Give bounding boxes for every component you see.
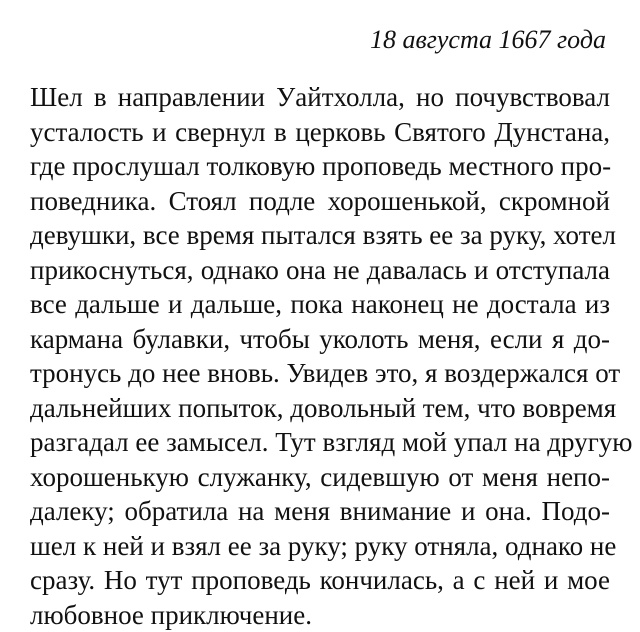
text-line: все дальше и дальше, пока наконец не достала из: [30, 287, 610, 322]
text-line: далеку; обратила на меня внимание и она. Подо-: [30, 494, 610, 529]
entry-text: [30, 80, 610, 632]
text-line: где прослушал толковую проповедь местного про-: [30, 149, 610, 184]
entry-date: 18 августа 1667 года: [370, 24, 606, 56]
text-line: усталость и свернул в церковь Святого Дунстана,: [30, 115, 610, 150]
text-line: кармана булавки, чтобы уколоть меня, если я до-: [30, 322, 610, 357]
text-line: прикоснуться, однако она не давалась и отступала: [30, 253, 610, 288]
text-line: девушки, все время пытался взять ее за руку, хотел: [30, 218, 610, 253]
text-line: хорошенькую служанку, сидевшую от меня непо-: [30, 460, 610, 495]
text-line: Шел в направлении Уайтхолла, но почувствовал: [30, 80, 610, 115]
text-line: тронусь до нее вновь. Увидев это, я воздержался от: [30, 356, 610, 391]
text-line: дальнейших попыток, довольный тем, что вовремя: [30, 391, 610, 426]
text-line: поведника. Стоял подле хорошенькой, скромной: [30, 184, 610, 219]
text-line: разгадал ее замысел. Тут взгляд мой упал на другую: [30, 425, 610, 460]
text-line: любовное приключение.: [30, 598, 610, 632]
text-line: шел к ней и взял ее за руку; руку отняла, однако не: [30, 529, 610, 564]
text-line: сразу. Но тут проповедь кончилась, а с ней и мое: [30, 563, 610, 598]
